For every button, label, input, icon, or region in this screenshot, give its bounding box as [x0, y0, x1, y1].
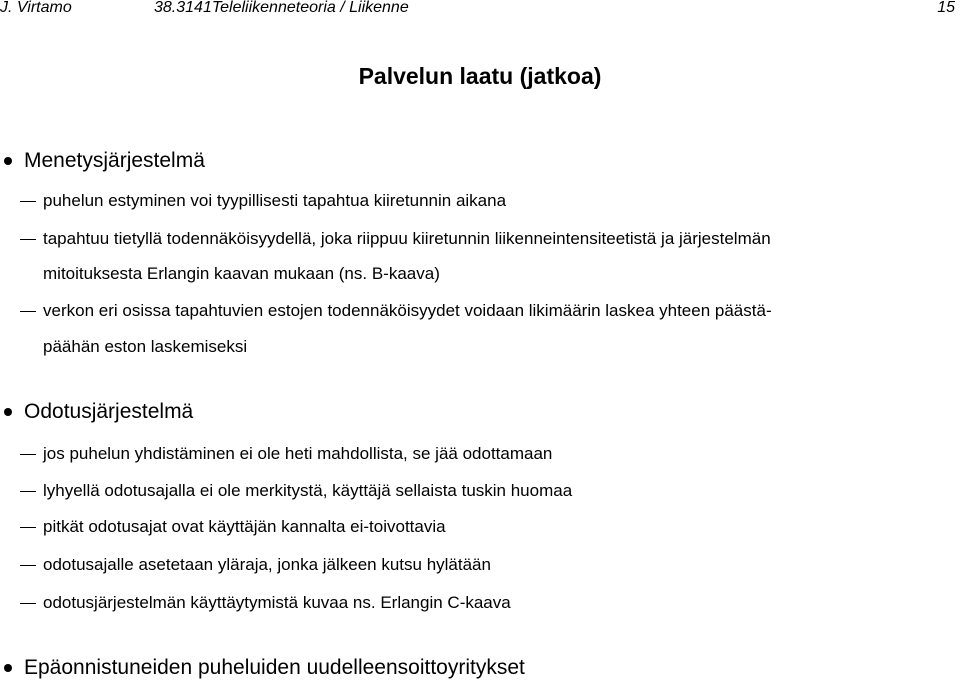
list-item-line: lyhyellä odotusajalla ei ole merkitystä, käyttäjä sellaista tuskin huomaa	[43, 481, 573, 500]
bullet-icon	[4, 408, 12, 416]
dash-icon	[20, 527, 36, 528]
section-heading-uudelleensoitto: Epäonnistuneiden puheluiden uudelleensoittoyritykset	[24, 656, 525, 679]
section-heading-menetys: Menetysjärjestelmä	[24, 149, 205, 172]
list-item-line: verkon eri osissa tapahtuvien estojen todennäköisyydet voidaan likimäärin laskea yhteen päästä-	[43, 301, 772, 320]
dash-icon	[20, 491, 36, 492]
page-header	[0, 0, 960, 20]
list-item-line: jos puhelun yhdistäminen ei ole heti mahdollista, se jää odottamaan	[43, 444, 553, 463]
bullet-icon	[4, 157, 12, 165]
header-course: 38.3141Teleliikenneteoria / Liikenne	[154, 0, 409, 16]
list-item-line: odotusjärjestelmän käyttäytymistä kuvaa ns. Erlangin C-kaava	[43, 593, 511, 612]
list-item-line: tapahtuu tietyllä todennäköisyydellä, joka riippuu kiiretunnin liikenneintensiteetistä ja järjestelmän	[43, 229, 771, 248]
bullet-icon	[4, 664, 12, 672]
slide-title: Palvelun laatu (jatkoa)	[358, 63, 602, 89]
page-number: 15	[937, 0, 955, 16]
dash-icon	[20, 603, 36, 604]
dash-icon	[20, 201, 36, 202]
list-item-line: mitoituksesta Erlangin kaavan mukaan (ns. B-kaava)	[43, 264, 440, 283]
list-item-line: puhelun estyminen voi tyypillisesti tapahtua kiiretunnin aikana	[43, 191, 507, 210]
dash-icon	[20, 454, 36, 455]
section-heading-odotus: Odotusjärjestelmä	[24, 400, 194, 423]
header-author: J. Virtamo	[0, 0, 72, 16]
list-item-line: päähän eston laskemiseksi	[43, 337, 248, 356]
dash-icon	[20, 565, 36, 566]
list-item-line: odotusajalle asetetaan yläraja, jonka jälkeen kutsu hylätään	[43, 555, 491, 574]
list-item-line: pitkät odotusajat ovat käyttäjän kannalta ei-toivottavia	[43, 517, 446, 536]
dash-icon	[20, 239, 36, 240]
dash-icon	[20, 311, 36, 312]
